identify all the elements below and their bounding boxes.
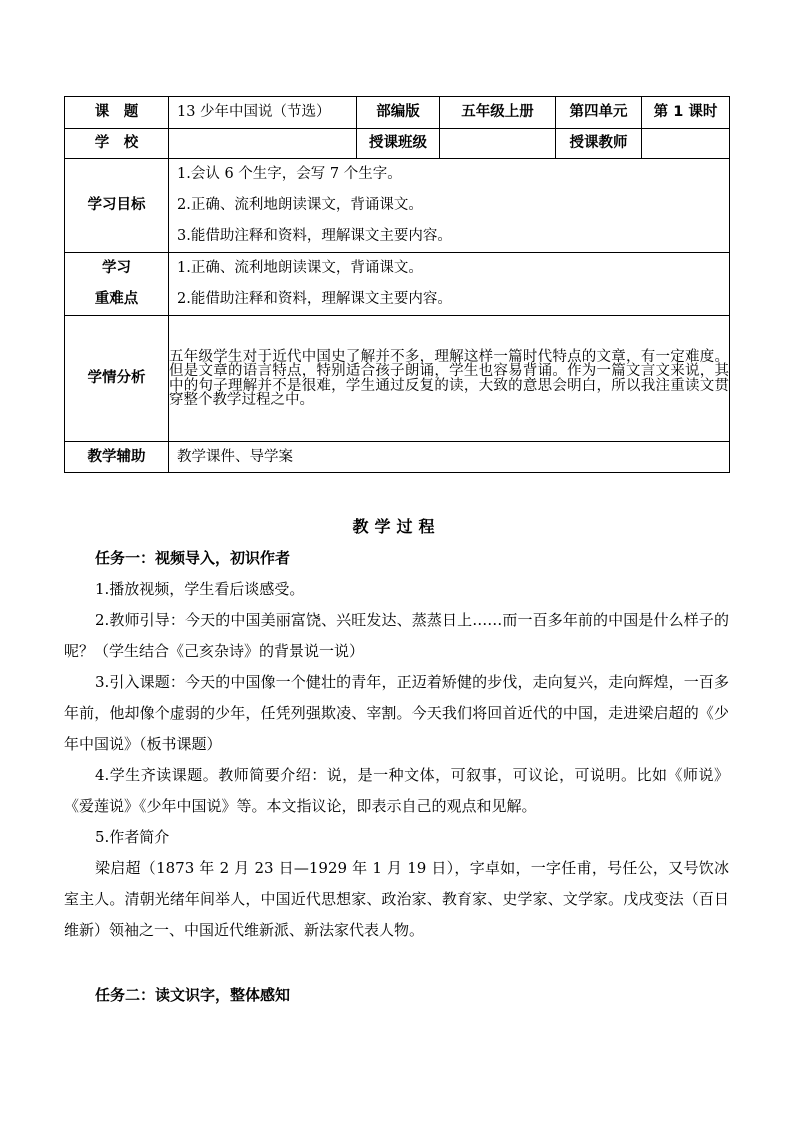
- lesson-number: 第 1 课时: [642, 97, 730, 129]
- lesson-info-table: [64, 96, 730, 473]
- table-row-title: [65, 97, 730, 129]
- task1-paragraph: 4.学生齐读课题。教师简要介绍：说，是一种文体，可叙事，可议论，可说明。比如《师说》《爱莲说》《少年中国说》等。本文指议论，即表示自己的观点和见解。: [64, 766, 729, 815]
- label-lesson-title: 课 题: [65, 97, 169, 129]
- table-row-key-points: [65, 253, 730, 316]
- key-point-item: 1.正确、流利地朗读课文，背诵课文。: [177, 260, 423, 276]
- teacher-value: [642, 129, 730, 159]
- task1-section: [64, 543, 729, 946]
- goal-item: 1.会认 6 个生字，会写 7 个生字。: [177, 166, 402, 182]
- aids-text: 教学课件、导学案: [169, 442, 730, 473]
- label-goals: 学习目标: [65, 159, 169, 253]
- label-key-points: [65, 253, 169, 316]
- goals-list: [169, 159, 730, 253]
- task1-paragraph: 3.引入课题：今天的中国像一个健壮的青年，正迈着矫健的步伐，走向复兴，走向辉煌，一百多年前，他却像个虚弱的少年，任凭列强欺凌、宰割。今天我们将回首近代的中国，走进梁启超的《少年中国说》（板书课题）: [64, 673, 729, 753]
- table-row-aids: [65, 442, 730, 473]
- task1-heading: 任务一：视频导入，初识作者: [95, 549, 291, 567]
- label-school: 学 校: [65, 129, 169, 159]
- author-bio: 梁启超（1873 年 2 月 23 日—1929 年 1 月 19 日），字卓如，一字任甫，号任公，又号饮冰室主人。清朝光绪年间举人，中国近代思想家、政治家、教育家、史学家、文学家。戊戌变法（百日维新）领袖之一、中国近代维新派、新法家代表人物。: [64, 859, 729, 939]
- table-row-school: [65, 129, 730, 159]
- section-title: 教学过程: [352, 517, 441, 536]
- task2-heading: 任务二：读文识字，整体感知: [95, 986, 291, 1004]
- label-analysis: 学情分析: [65, 316, 169, 442]
- label-teacher: 授课教师: [556, 129, 642, 159]
- edition: 部编版: [357, 97, 440, 129]
- task1-paragraph: 2.教师引导：今天的中国美丽富饶、兴旺发达、蒸蒸日上……而一百多年前的中国是什么样子的呢？（学生结合《己亥杂诗》的背景说一说）: [64, 611, 729, 660]
- task1-paragraph: 1.播放视频，学生看后谈感受。: [95, 580, 305, 598]
- lesson-title: 13 少年中国说（节选）: [169, 97, 357, 129]
- task2-section: [64, 980, 729, 1011]
- goal-item: 2.正确、流利地朗读课文，背诵课文。: [177, 197, 423, 213]
- analysis-text: 五年级学生对于近代中国史了解并不多，理解这样一篇时代特点的文章，有一定难度。但是文章的语言特点，特别适合孩子朗诵，学生也容易背诵。作为一篇文言文来说，其中的句子理解并不是很难，学生通过反复的读，大致的意思会明白，所以我注重读文贯穿整个教学过程之中。: [169, 316, 730, 442]
- goal-item: 3.能借助注释和资料，理解课文主要内容。: [177, 228, 452, 244]
- label-key-points-line2: 重难点: [94, 291, 139, 307]
- label-aids: 教学辅助: [65, 442, 169, 473]
- table-row-goals: [65, 159, 730, 253]
- key-points-list: [169, 253, 730, 316]
- school-value: [169, 129, 357, 159]
- grade: 五年级上册: [440, 97, 556, 129]
- table-row-analysis: [65, 316, 730, 442]
- label-class: 授课班级: [357, 129, 440, 159]
- key-point-item: 2.能借助注释和资料，理解课文主要内容。: [177, 291, 452, 307]
- unit: 第四单元: [556, 97, 642, 129]
- class-value: [440, 129, 556, 159]
- label-key-points-line1: 学习: [102, 260, 131, 276]
- task1-paragraph: 5.作者简介: [95, 828, 170, 846]
